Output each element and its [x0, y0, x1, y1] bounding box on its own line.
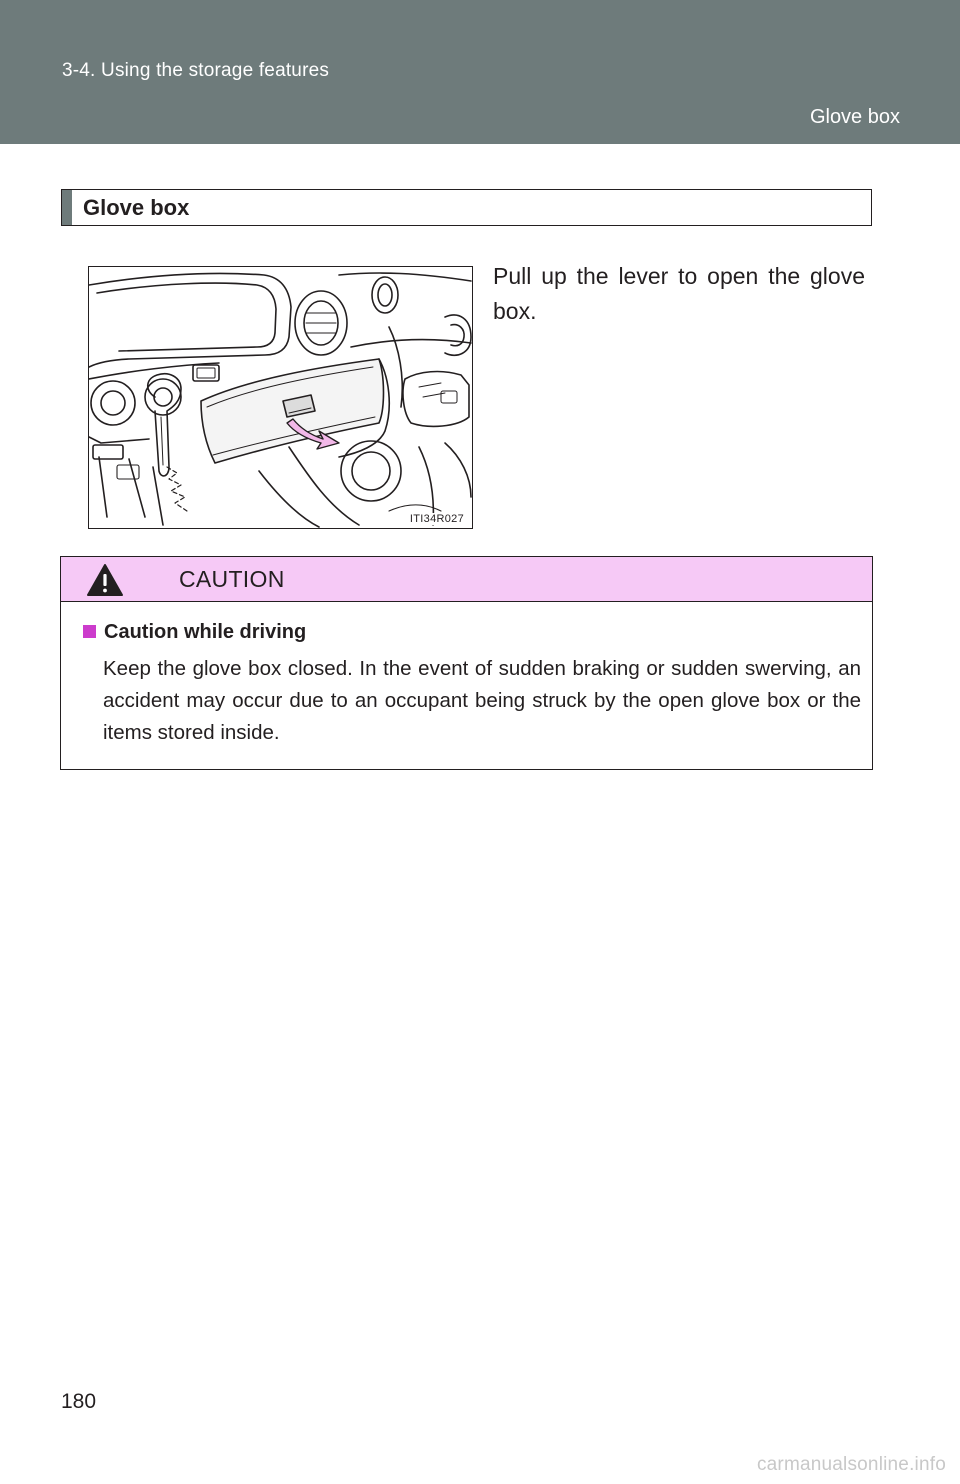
caution-header	[61, 557, 872, 602]
watermark: carmanualsonline.info	[756, 1454, 946, 1475]
caution-subheading-text: Caution while driving	[104, 621, 307, 643]
caution-box	[60, 556, 873, 770]
square-bullet-icon	[83, 625, 96, 638]
header-band	[0, 0, 960, 144]
dashboard-drawing	[89, 267, 472, 528]
caution-subheading	[83, 621, 306, 644]
caution-label: CAUTION	[179, 566, 285, 592]
header-section-title: 3-4. Using the storage features	[62, 60, 330, 81]
instruction-text: Pull up the lever to open the glove box.	[493, 263, 865, 324]
section-bar-accent	[62, 190, 72, 225]
page-number: 180	[61, 1390, 97, 1413]
caution-body-text: Keep the glove box closed. In the event of sudden braking or sudden swerving, an accident may occur due to an occupant being struck by the open glove box or the items stored inside.	[103, 657, 861, 744]
section-title: Glove box	[83, 195, 190, 220]
illustration-code: ITI34R027	[409, 513, 464, 525]
section-heading-bar	[61, 189, 872, 226]
header-topic-title: Glove box	[809, 106, 900, 128]
warning-triangle-icon	[86, 563, 124, 597]
glove-box-illustration	[88, 266, 473, 529]
